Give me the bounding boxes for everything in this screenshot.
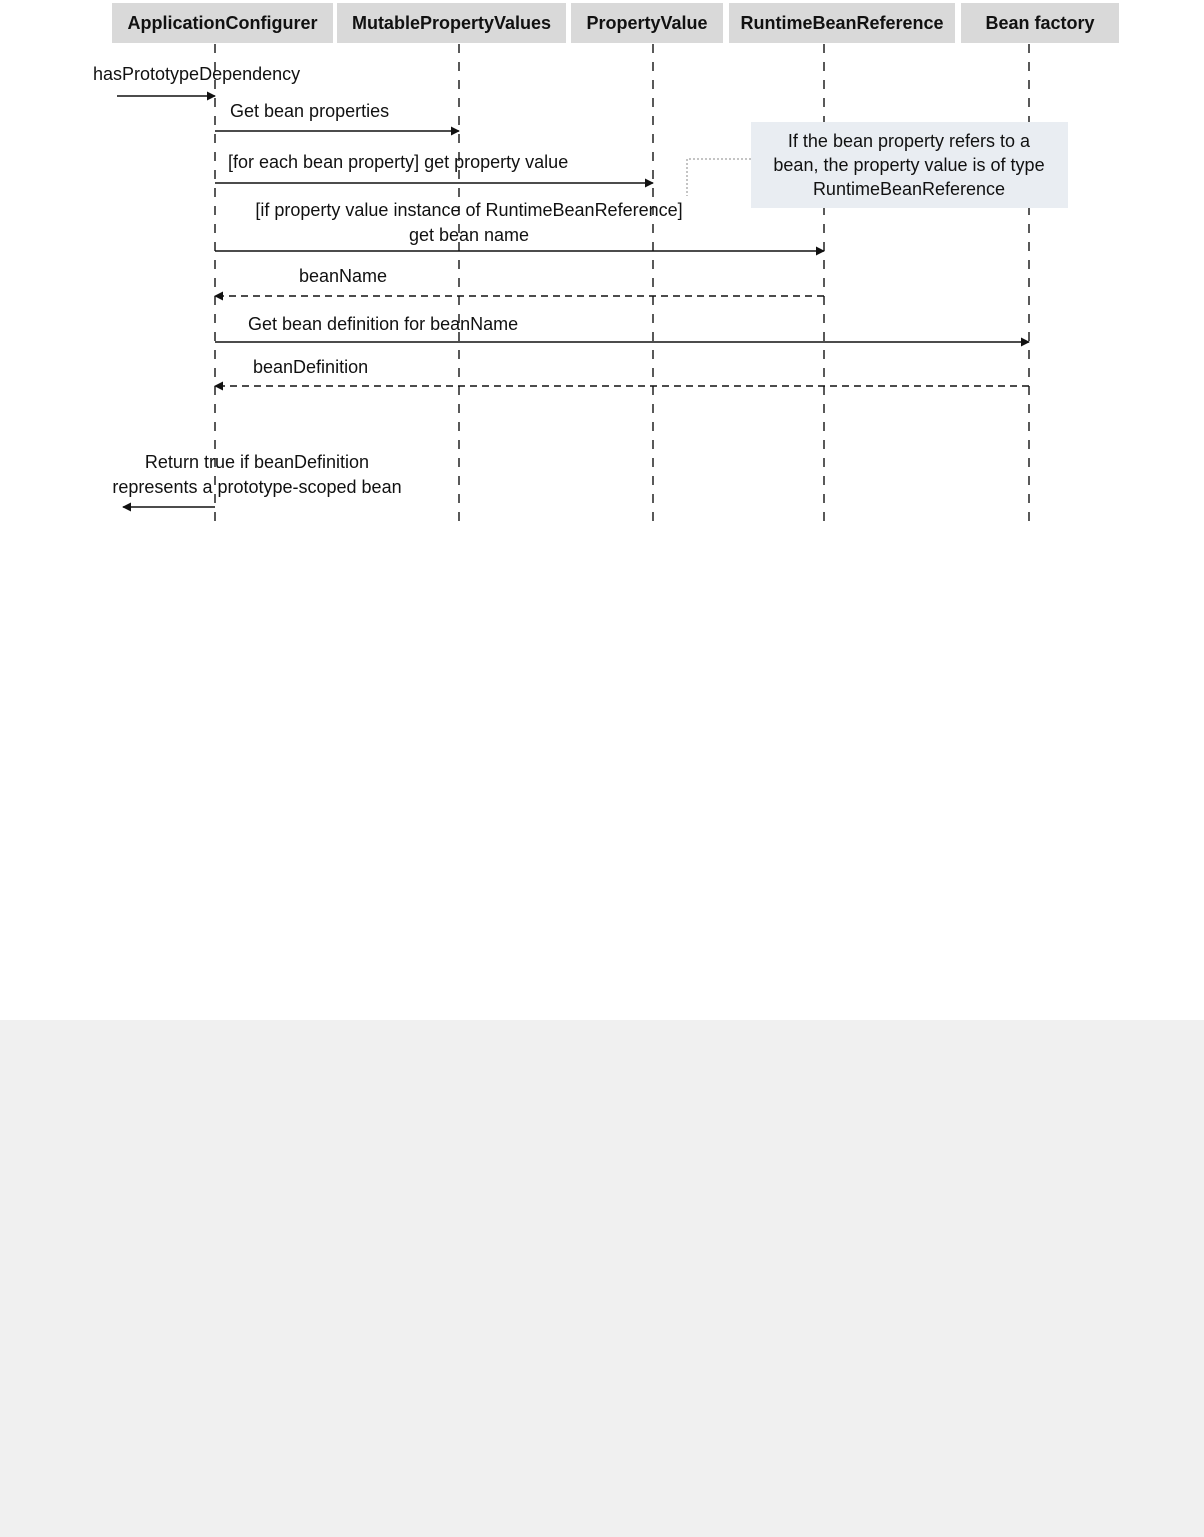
- message-label-2: Get bean properties: [230, 101, 390, 121]
- note-text: If the bean property refers to a bean, the property value is of type RuntimeBeanReference: [773, 131, 1045, 199]
- note-connector: [687, 159, 751, 196]
- message-label-7: beanDefinition: [253, 357, 369, 377]
- message-label-5: beanName: [299, 266, 388, 286]
- message-label-3: [for each bean property] get property value: [228, 152, 569, 172]
- participant-label-app: ApplicationConfigurer: [127, 13, 318, 33]
- message-label-1: hasPrototypeDependency: [93, 64, 301, 84]
- message-label-8: Return true if beanDefinition represents a prototype-scoped bean: [112, 452, 402, 497]
- message-label-4: [if property value instance of RuntimeBeanReference] get bean name: [255, 200, 683, 245]
- bottom-band: [0, 1020, 1204, 1537]
- participant-label-pv: PropertyValue: [586, 13, 708, 33]
- participant-label-rbr: RuntimeBeanReference: [740, 13, 944, 33]
- participant-label-bf: Bean factory: [985, 13, 1095, 33]
- sequence-diagram: [0, 0, 1204, 560]
- participant-label-mpv: MutablePropertyValues: [351, 13, 552, 33]
- message-label-6: Get bean definition for beanName: [248, 314, 519, 334]
